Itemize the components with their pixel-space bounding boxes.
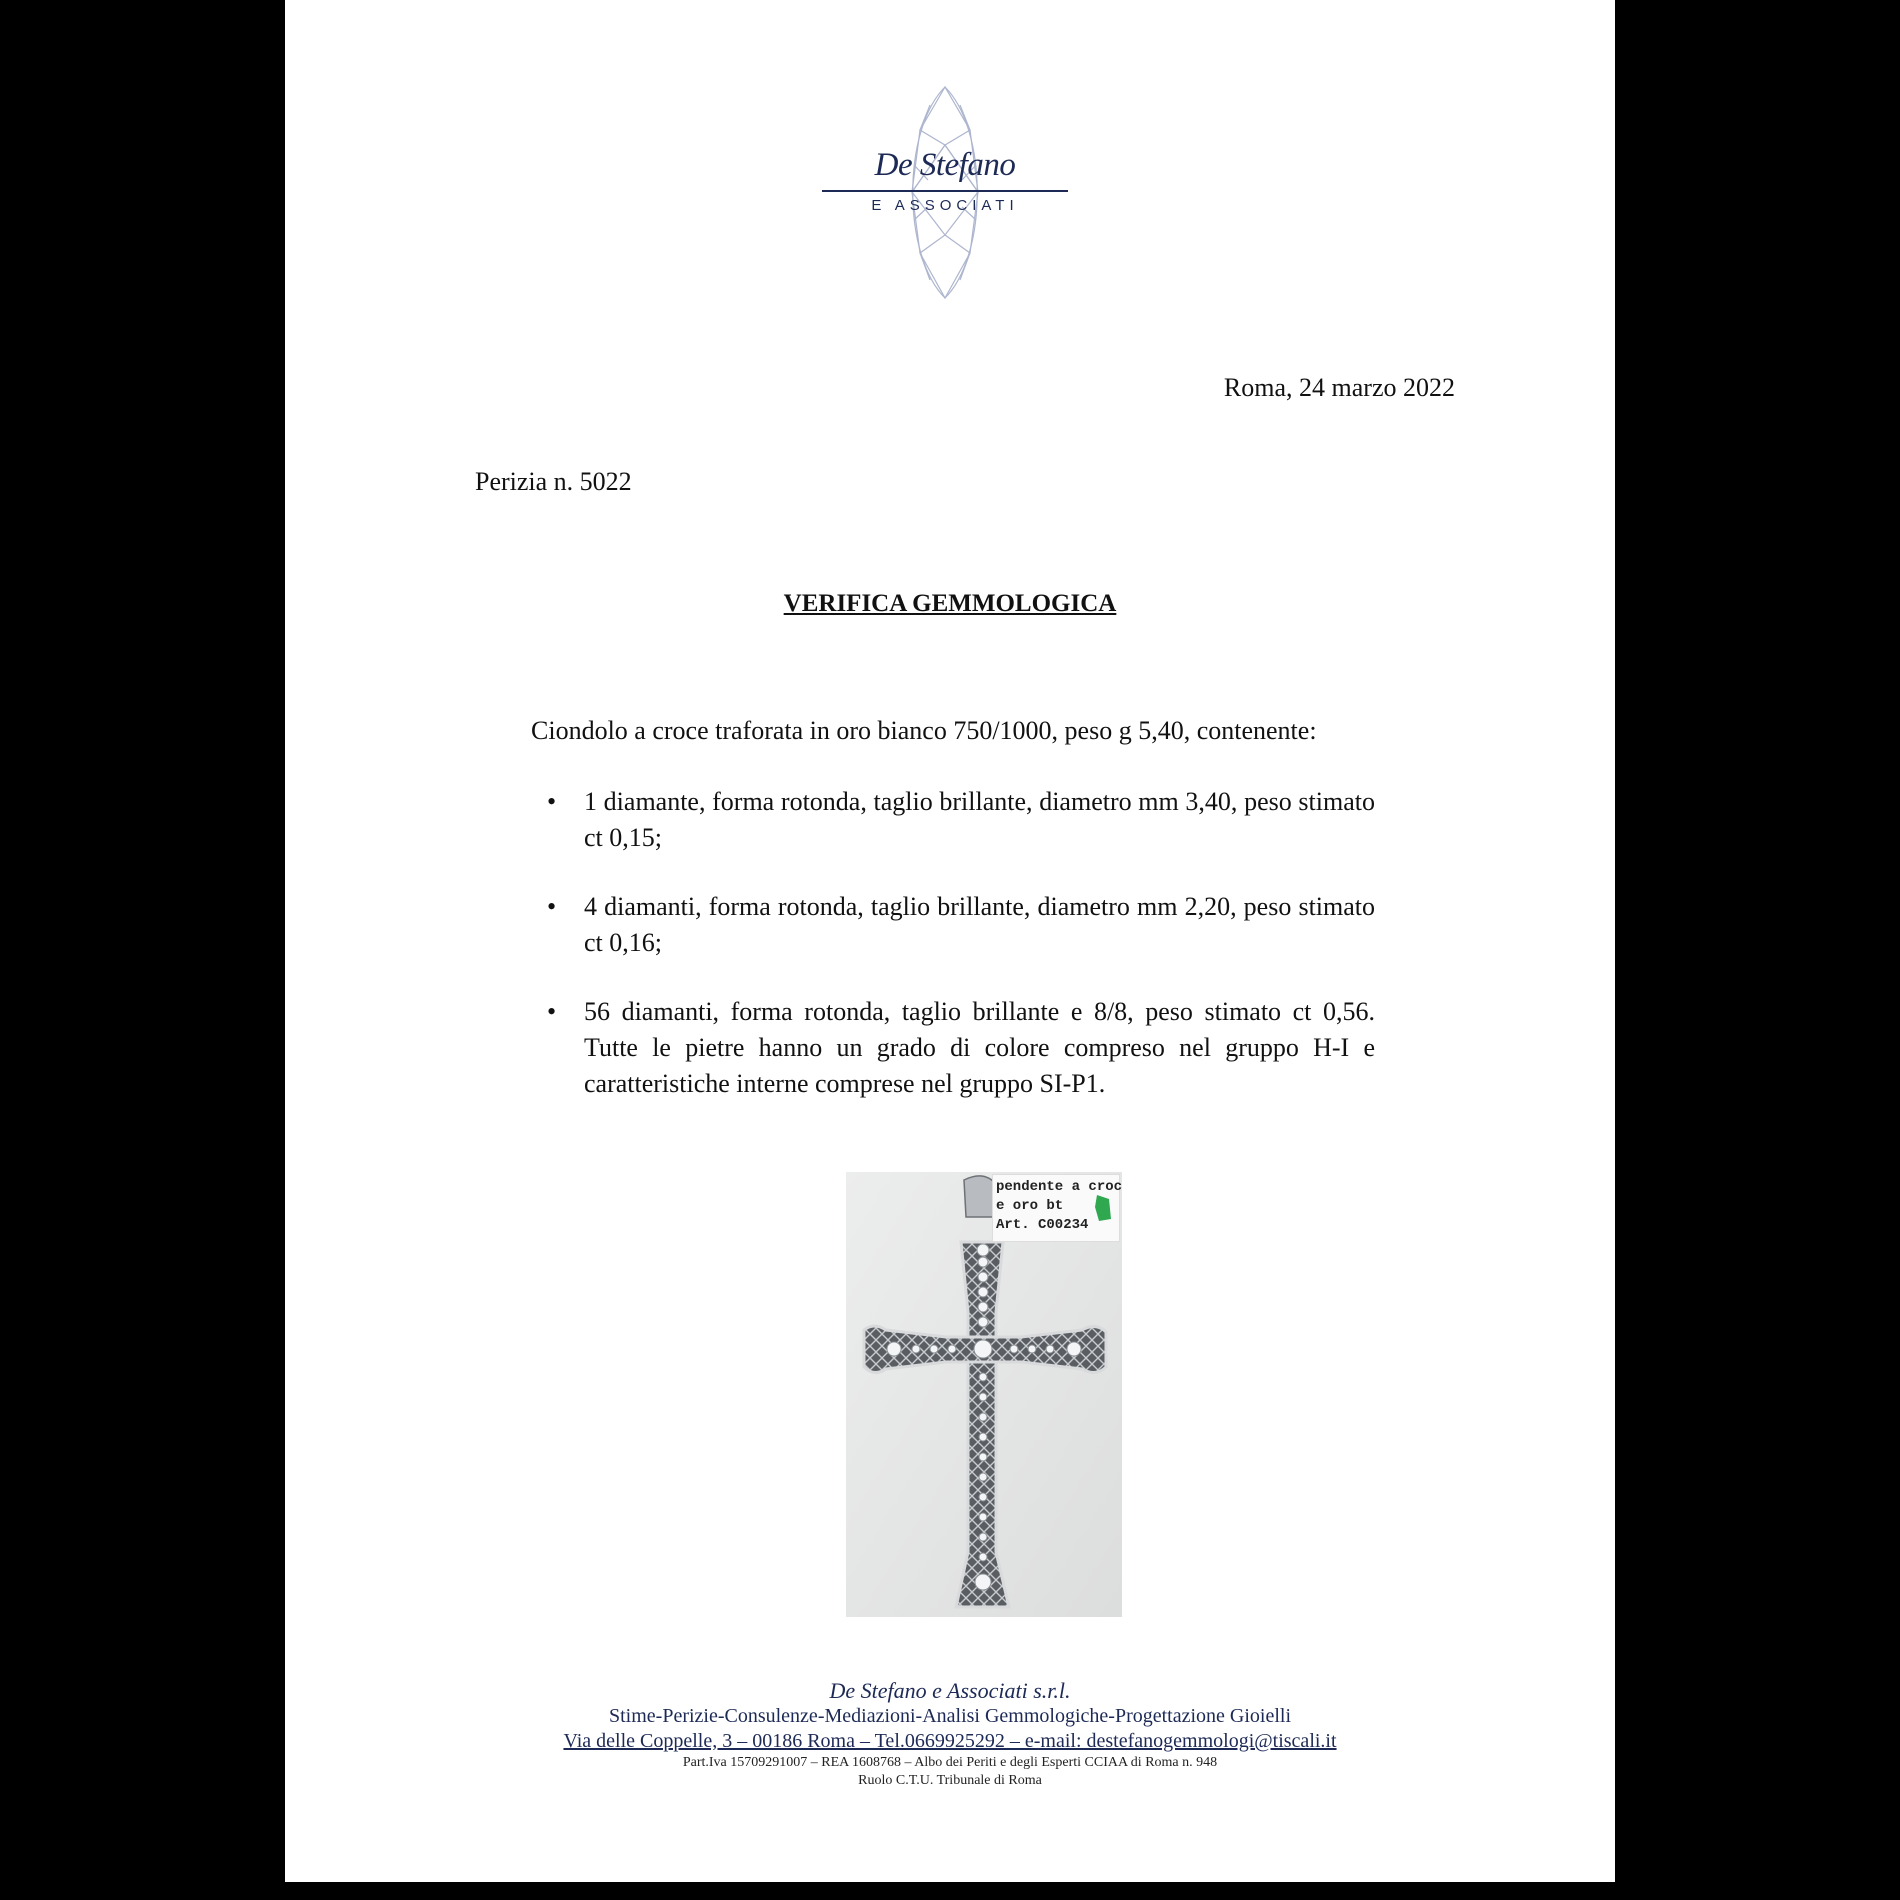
footer-company: De Stefano e Associati s.r.l. (829, 1678, 1071, 1703)
footer-court: Ruolo C.T.U. Tribunale di Roma (858, 1773, 1042, 1788)
stone-list-item (547, 784, 1375, 856)
marquise-diamond-icon (820, 85, 1070, 300)
stone-list (547, 784, 1375, 1135)
logo-subtitle: E ASSOCIATI (871, 197, 1019, 214)
stone-list-item-text: 56 diamanti, forma rotonda, taglio brillante e 8/8, peso stimato ct 0,56. Tutte le pietre hanno un grado di colore compreso nel gruppo H-I e caratteristiche interne comprese nel gruppo SI-P1. (584, 997, 1375, 1098)
appraisal-number: Perizia n. 5022 (475, 467, 632, 496)
stone-list-item-text: 4 diamanti, forma rotonda, taglio brillante, diametro mm 2,20, peso stimato ct 0,16; (584, 892, 1375, 957)
logo-name: De Stefano (874, 147, 1016, 183)
stone-list-item (547, 889, 1375, 961)
letterhead-footer (285, 1678, 1615, 1790)
price-tag-line: Art. C00234 (996, 1217, 1089, 1233)
bullet-icon: • (547, 787, 557, 816)
pendant-photo (846, 1172, 1122, 1617)
footer-services: Stime-Perizie-Consulenze-Mediazioni-Analisi Gemmologiche-Progettazione Gioielli (608, 1705, 1292, 1727)
price-tag-line: e oro bt (996, 1198, 1064, 1214)
price-tag (992, 1174, 1123, 1242)
green-sticker-icon (1093, 1193, 1113, 1223)
bullet-icon: • (547, 892, 557, 921)
company-logo (820, 85, 1070, 300)
document-title: VERIFICA GEMMOLOGICA (783, 590, 1117, 617)
stone-list-item-text: 1 diamante, forma rotonda, taglio brillante, diametro mm 3,40, peso stimato ct 0,15; (584, 787, 1375, 852)
stone-list-item (547, 994, 1375, 1102)
document-date: Roma, 24 marzo 2022 (1223, 373, 1455, 402)
bullet-icon: • (547, 997, 557, 1026)
item-description: Ciondolo a croce traforata in oro bianco 750/1000, peso g 5,40, contenente: (531, 716, 1317, 745)
footer-legal: Part.Iva 15709291007 – REA 1608768 – Albo dei Periti e degli Esperti CCIAA di Roma n. 948 (682, 1755, 1218, 1770)
footer-address: Via delle Coppelle, 3 – 00186 Roma – Tel.0669925292 – e-mail: destefanogemmologi@tiscali.it (563, 1730, 1337, 1752)
price-tag-line: pendente a croc (996, 1179, 1123, 1195)
document-page (285, 0, 1615, 1882)
